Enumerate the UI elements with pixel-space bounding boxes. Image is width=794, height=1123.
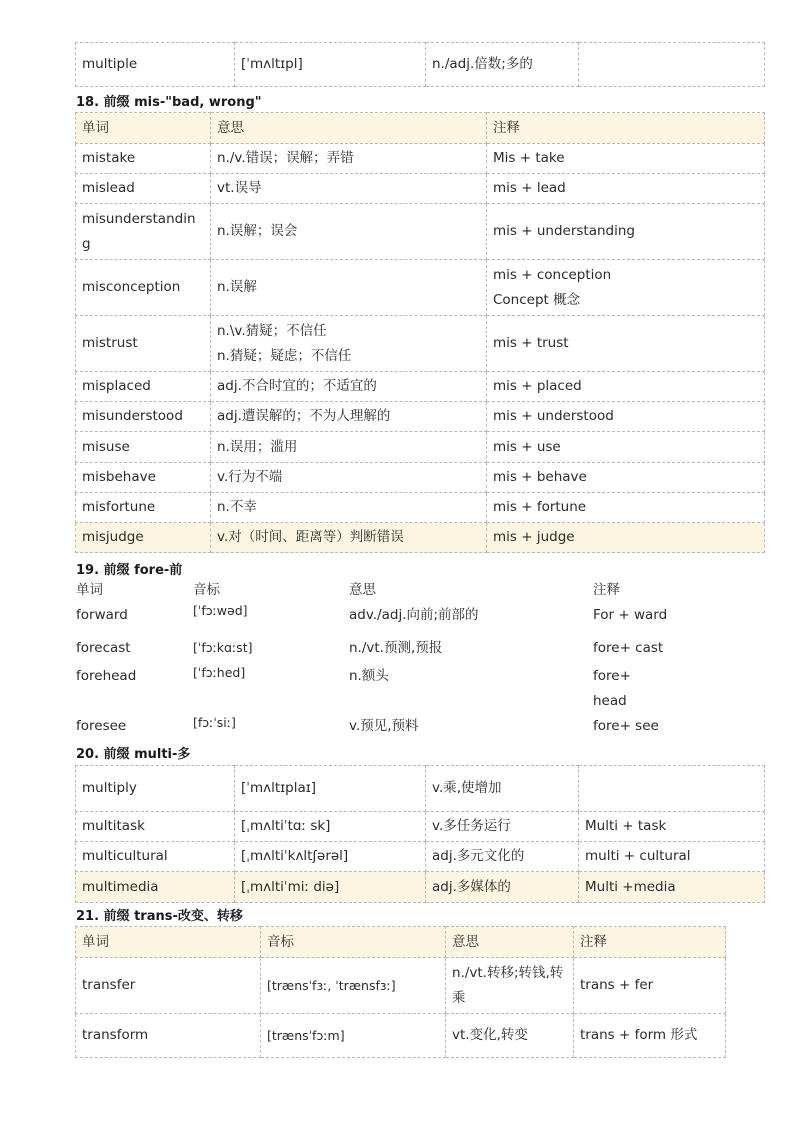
word-cell: mistake bbox=[76, 144, 211, 174]
meaning-line: n./vt.转移;转钱,转 bbox=[452, 964, 564, 981]
note-cell: mis + understanding bbox=[487, 204, 765, 260]
word-cell: transfer bbox=[76, 958, 261, 1014]
meaning-cell: v.行为不端 bbox=[211, 463, 487, 493]
note-cell: mis + understood bbox=[487, 402, 765, 432]
section-19-title: 19. 前缀 fore-前 bbox=[76, 563, 183, 578]
table-row bbox=[76, 872, 765, 903]
word-cell: misconception bbox=[76, 260, 211, 316]
ipa-cell: [ˌmʌltiˈmiː diə] bbox=[235, 872, 426, 903]
word-forward: forward bbox=[76, 607, 128, 623]
header-meaning: 意思 bbox=[446, 927, 574, 958]
meaning-cell bbox=[211, 316, 487, 372]
word-cell: multicultural bbox=[76, 842, 235, 872]
meaning-line: n.猜疑；疑虑；不信任 bbox=[217, 347, 352, 364]
table-row bbox=[76, 402, 765, 432]
meaning-forehead: n.额头 bbox=[349, 668, 389, 684]
word-cell: misunderstanding bbox=[76, 204, 211, 260]
ipa-cell: [ˈmʌltɪplaɪ] bbox=[235, 766, 426, 812]
ipa-foresee: [fɔːˈsiː] bbox=[193, 715, 236, 730]
table-row bbox=[76, 958, 726, 1014]
meaning-cell: vt.误导 bbox=[211, 174, 487, 204]
ipa-forehead: [ˈfɔːhed] bbox=[193, 665, 246, 680]
note-cell: mis + trust bbox=[487, 316, 765, 372]
word-forecast: forecast bbox=[76, 640, 131, 656]
table-row bbox=[76, 812, 765, 842]
note-cell: mis + judge bbox=[487, 523, 765, 553]
col-ipa-header: 音标 bbox=[193, 582, 220, 598]
note-cell: trans + fer bbox=[574, 958, 726, 1014]
header-word: 单词 bbox=[76, 927, 261, 958]
note-cell bbox=[487, 260, 765, 316]
word-cell: misfortune bbox=[76, 493, 211, 523]
note-line: fore+ bbox=[593, 668, 631, 684]
word-cell: misuse bbox=[76, 432, 211, 463]
col-note-header: 注释 bbox=[593, 582, 620, 598]
note-cell: Multi +media bbox=[579, 872, 765, 903]
table-row bbox=[76, 204, 765, 260]
table-row bbox=[76, 372, 765, 402]
multi-table-top bbox=[75, 42, 765, 87]
note-forecast: fore+ cast bbox=[593, 640, 664, 656]
meaning-cell: vt.变化,转变 bbox=[446, 1014, 574, 1058]
col-word-header: 单词 bbox=[76, 582, 103, 598]
meaning-cell: n.不幸 bbox=[211, 493, 487, 523]
note-cell: mis + fortune bbox=[487, 493, 765, 523]
meaning-line: n.\v.猜疑；不信任 bbox=[217, 322, 327, 339]
note-forward: For + ward bbox=[593, 607, 668, 623]
meaning-cell: adj.遭误解的；不为人理解的 bbox=[211, 402, 487, 432]
note-cell bbox=[579, 766, 765, 812]
meaning-line: 乘 bbox=[452, 989, 466, 1006]
ipa-cell: [ˌmʌltiˈtɑː sk] bbox=[235, 812, 426, 842]
word-foresee: foresee bbox=[76, 718, 127, 734]
table-row bbox=[76, 842, 765, 872]
meaning-cell: v.多任务运行 bbox=[426, 812, 579, 842]
word-cell: misbehave bbox=[76, 463, 211, 493]
meaning-cell: n./adj.倍数;多的 bbox=[426, 43, 579, 87]
mis-prefix-table bbox=[75, 112, 765, 553]
note-foresee: fore+ see bbox=[593, 718, 659, 734]
meaning-cell: v.乘,使增加 bbox=[426, 766, 579, 812]
word-cell: multiple bbox=[76, 43, 235, 87]
header-word: 单词 bbox=[76, 113, 211, 144]
section-18-title: 18. 前缀 mis-"bad, wrong" bbox=[76, 95, 262, 110]
meaning-cell: adj.多元文化的 bbox=[426, 842, 579, 872]
meaning-cell bbox=[446, 958, 574, 1014]
note-cell: mis + behave bbox=[487, 463, 765, 493]
word-cell: misunderstood bbox=[76, 402, 211, 432]
meaning-cell: n.误解 bbox=[211, 260, 487, 316]
header-meaning: 意思 bbox=[211, 113, 487, 144]
note-cell: trans + form 形式 bbox=[574, 1014, 726, 1058]
meaning-cell: n.误用；滥用 bbox=[211, 432, 487, 463]
word-cell: multimedia bbox=[76, 872, 235, 903]
meaning-cell: n./v.错误；误解；弄错 bbox=[211, 144, 487, 174]
note-cell: mis + use bbox=[487, 432, 765, 463]
table-row bbox=[76, 174, 765, 204]
ipa-cell: [ˌmʌltiˈkʌltʃərəl] bbox=[235, 842, 426, 872]
header-note: 注释 bbox=[487, 113, 765, 144]
multi-prefix-table bbox=[75, 765, 765, 903]
word-cell: mislead bbox=[76, 174, 211, 204]
table-header-row bbox=[76, 113, 765, 144]
section-20-title: 20. 前缀 multi-多 bbox=[76, 747, 191, 762]
note-cell: mis + lead bbox=[487, 174, 765, 204]
meaning-forecast: n./vt.预测,预报 bbox=[349, 640, 443, 656]
note-cell: Mis + take bbox=[487, 144, 765, 174]
table-row bbox=[76, 463, 765, 493]
meaning-cell: n.误解；误会 bbox=[211, 204, 487, 260]
ipa-cell: [trænsˈfɔːm] bbox=[261, 1014, 446, 1058]
table-row bbox=[76, 1014, 726, 1058]
header-ipa: 音标 bbox=[261, 927, 446, 958]
table-row bbox=[76, 493, 765, 523]
note-cell: Multi + task bbox=[579, 812, 765, 842]
ipa-cell: [ˈmʌltɪpl] bbox=[235, 43, 426, 87]
col-meaning-header: 意思 bbox=[349, 582, 376, 598]
trans-prefix-table bbox=[75, 926, 726, 1058]
note-cell bbox=[579, 43, 765, 87]
section-21-title: 21. 前缀 trans-改变、转移 bbox=[76, 909, 243, 924]
table-row bbox=[76, 432, 765, 463]
table-row bbox=[76, 260, 765, 316]
table-row bbox=[76, 144, 765, 174]
word-forehead: forehead bbox=[76, 668, 137, 684]
word-cell: misplaced bbox=[76, 372, 211, 402]
note-cell: multi + cultural bbox=[579, 842, 765, 872]
note-line: Concept 概念 bbox=[493, 291, 581, 308]
ipa-forecast: [ˈfɔːkɑːst] bbox=[193, 640, 253, 655]
note-line: head bbox=[593, 693, 627, 709]
word-cell: mistrust bbox=[76, 316, 211, 372]
table-row bbox=[76, 523, 765, 553]
table-row bbox=[76, 766, 765, 812]
ipa-forward: [ˈfɔːwəd] bbox=[193, 603, 248, 618]
word-cell: transform bbox=[76, 1014, 261, 1058]
note-cell: mis + placed bbox=[487, 372, 765, 402]
header-note: 注释 bbox=[574, 927, 726, 958]
note-forehead bbox=[593, 664, 631, 714]
meaning-foresee: v.预见,预料 bbox=[349, 718, 419, 734]
table-row bbox=[76, 43, 765, 87]
word-cell: misjudge bbox=[76, 523, 211, 553]
meaning-cell: adj.不合时宜的；不适宜的 bbox=[211, 372, 487, 402]
word-cell: multiply bbox=[76, 766, 235, 812]
table-row bbox=[76, 316, 765, 372]
meaning-cell: v.对（时间、距离等）判断错误 bbox=[211, 523, 487, 553]
table-header-row bbox=[76, 927, 726, 958]
note-line: mis + conception bbox=[493, 266, 612, 283]
meaning-forward: adv./adj.向前;前部的 bbox=[349, 607, 479, 623]
ipa-cell: [trænsˈfɜː, ˈtrænsfɜː] bbox=[261, 958, 446, 1014]
word-cell: multitask bbox=[76, 812, 235, 842]
meaning-cell: adj.多媒体的 bbox=[426, 872, 579, 903]
